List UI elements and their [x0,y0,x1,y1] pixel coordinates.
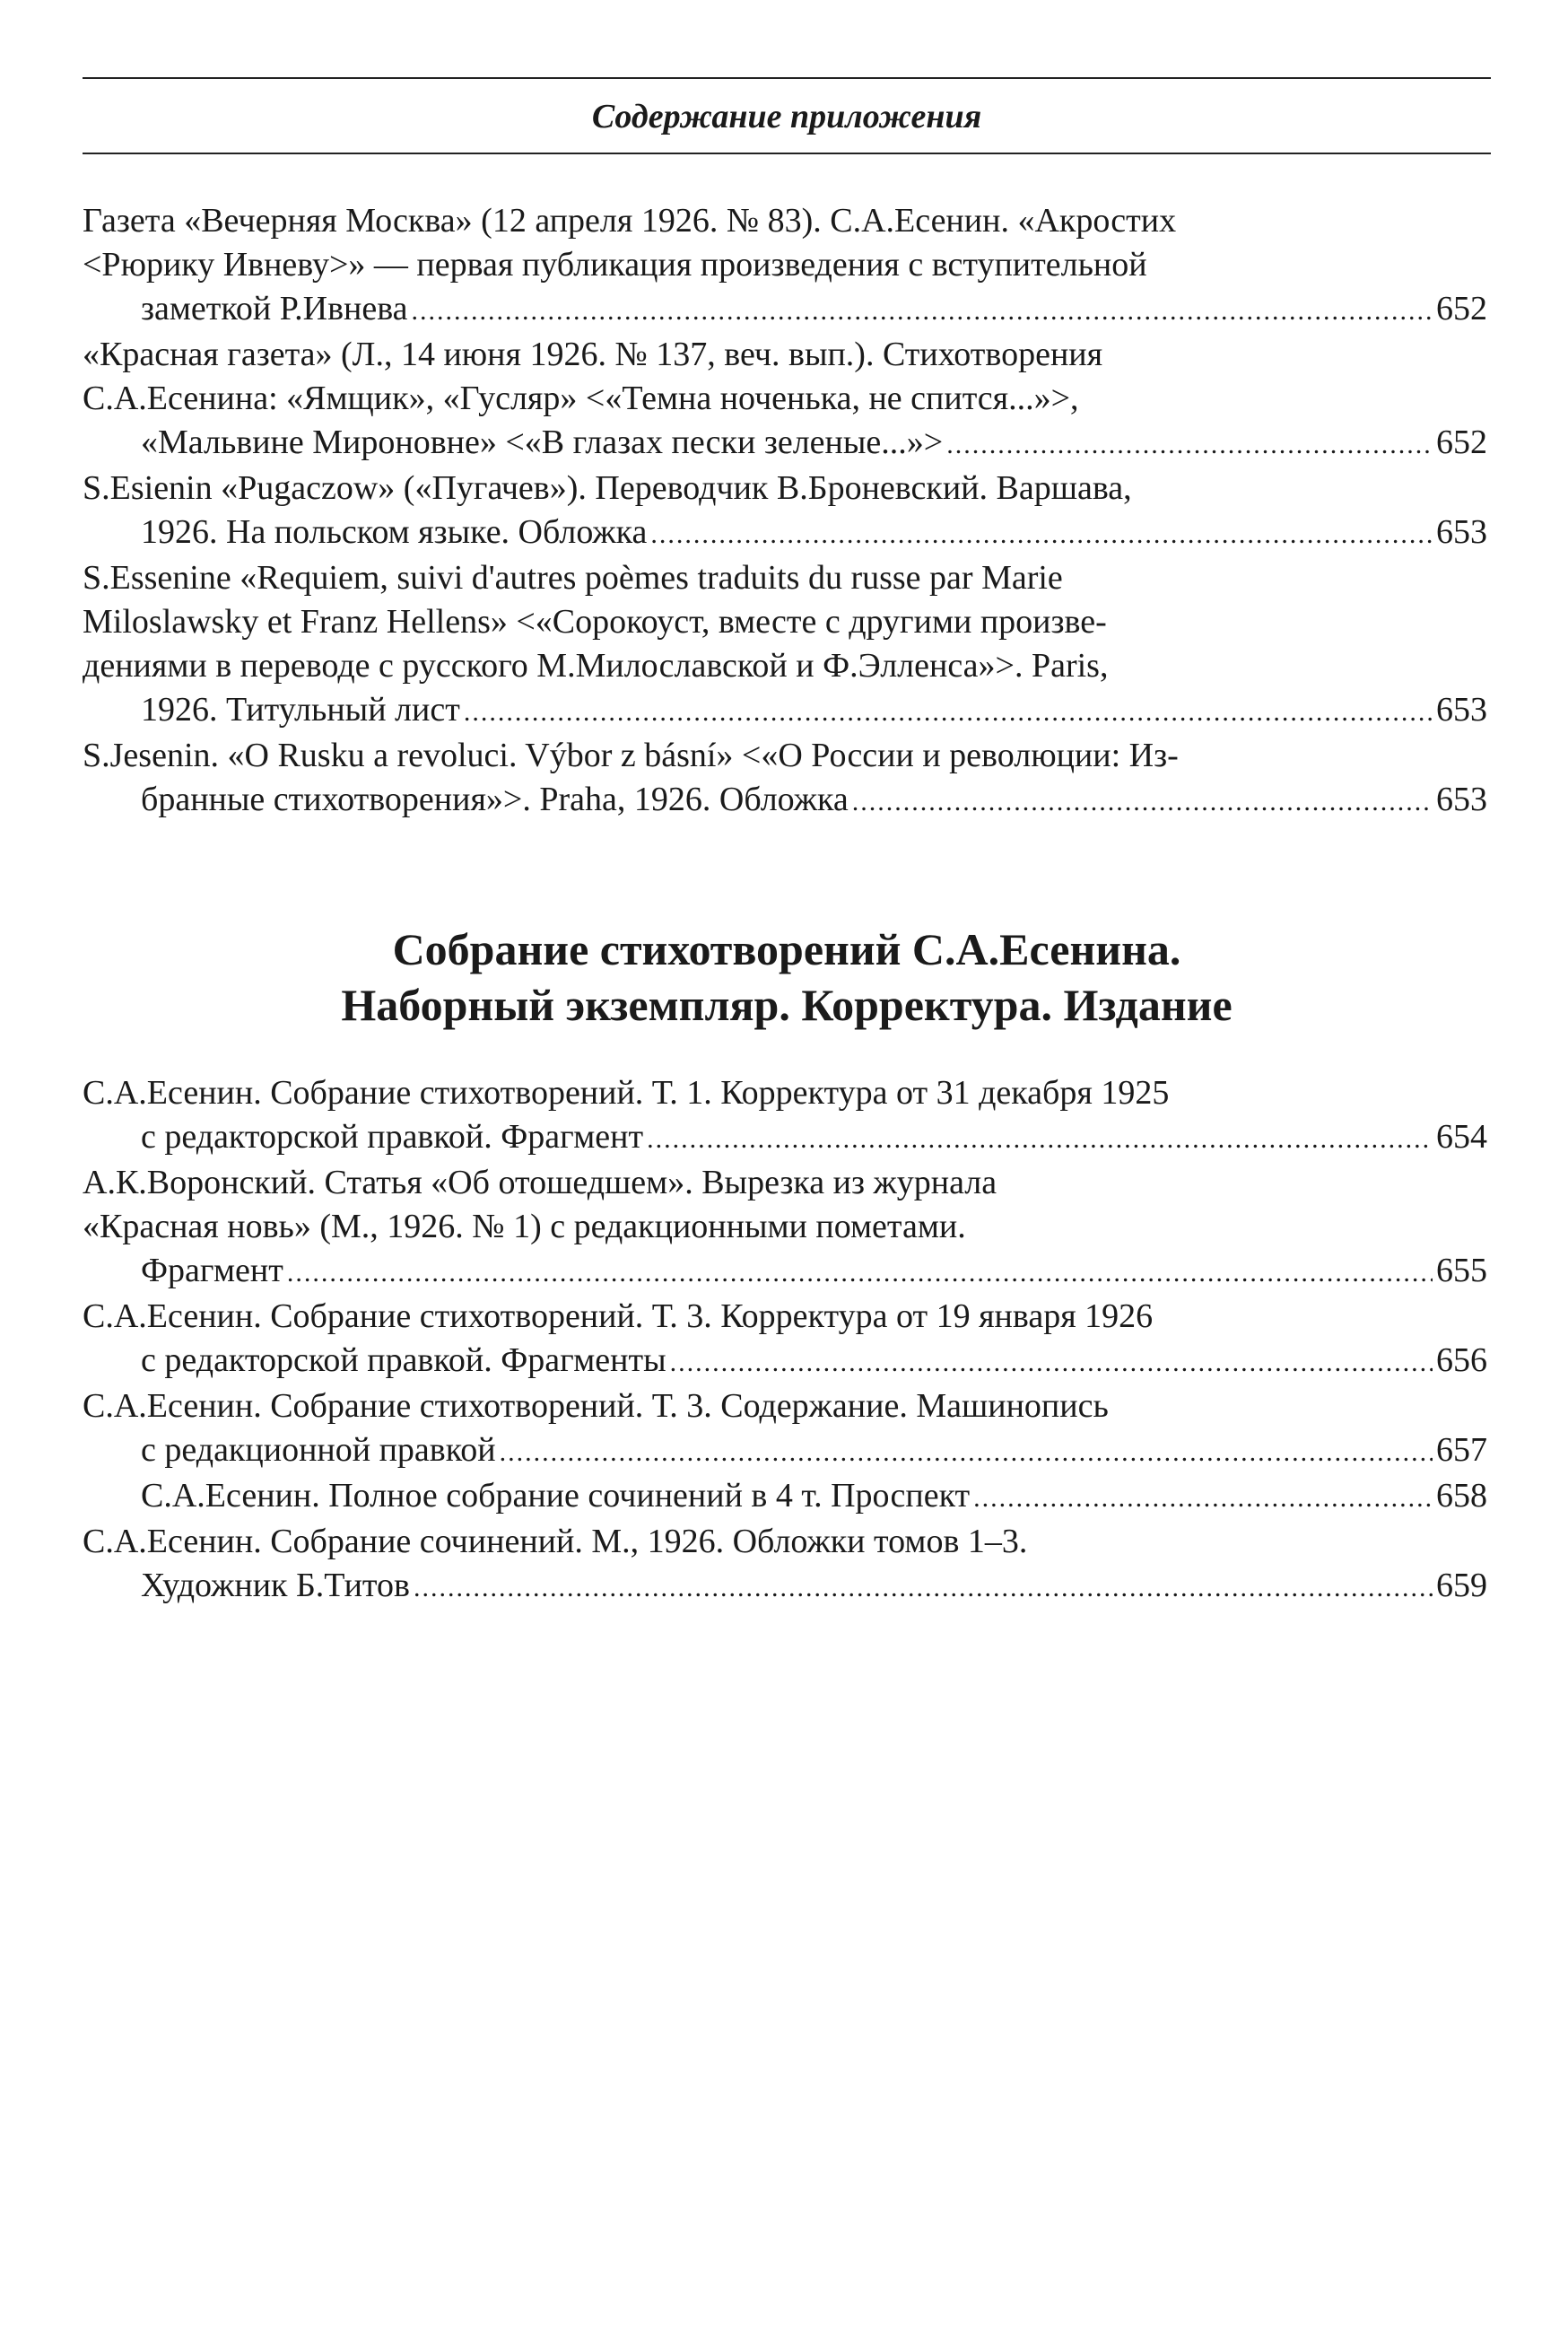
toc-entry [83,1071,1487,1161]
section-title [83,921,1491,1033]
toc-entry-line: А.К.Воронский. Статья «Об отошедшем». Вырезка из журнала [83,1164,997,1201]
toc-entry [83,556,1487,734]
toc-entry-last-line [141,1428,1487,1474]
dot-leader [852,778,1433,824]
toc-entry-line: С.А.Есенин. Собрание сочинений. М., 1926. Обложки томов 1–3. [83,1523,1028,1560]
toc-entry-line: С.А.Есенина: «Ямщик», «Гусляр» <«Темна ноченька, не спится...»>, [83,380,1079,417]
section-title-line-1: Собрание стихотворений С.А.Есенина. [392,924,1181,974]
section-title-line-2: Наборный экземпляр. Корректура. Издание [341,980,1233,1030]
toc-section-1 [83,199,1487,824]
toc-entry [83,333,1487,467]
toc-entry-line: дениями в переводе с русского М.Милославской и Ф.Элленса»>. Paris, [83,647,1109,685]
toc-entry-line: «Красная новь» (М., 1926. № 1) с редакционными пометами. [83,1208,966,1245]
dot-leader [500,1428,1433,1474]
toc-entry-last-line [141,688,1487,734]
toc-entry-text: 1926. Титульный лист [141,691,460,729]
header-rule [83,153,1491,154]
toc-entry-line: <Рюрику Ивневу>» — первая публикация произведения с вступительной [83,246,1147,284]
dot-leader [647,1115,1433,1161]
toc-entry [83,199,1487,333]
top-rule [83,77,1491,79]
page-number: 654 [1436,1118,1487,1156]
toc-entry-line: С.А.Есенин. Собрание стихотворений. Т. 3. Содержание. Машинопись [83,1387,1109,1425]
dot-leader [650,511,1433,556]
dot-leader [946,421,1433,467]
toc-entry [83,1474,1487,1520]
page-number: 653 [1436,513,1487,551]
toc-section-2 [83,1071,1487,1610]
dot-leader [412,287,1433,333]
toc-entry-last-line [141,421,1487,467]
toc-entry-text: «Мальвине Мироновне» <«В глазах пески зеленые...»> [141,423,944,461]
toc-entry-last-line [141,511,1487,556]
toc-entry-text: с редакторской правкой. Фрагмент [141,1118,644,1156]
toc-entry-text: С.А.Есенин. Полное собрание сочинений в 4 т. Проспект [141,1477,971,1515]
page-number: 653 [1436,781,1487,818]
toc-entry-line: С.А.Есенин. Собрание стихотворений. Т. 3. Корректура от 19 января 1926 [83,1297,1154,1335]
dot-leader [670,1339,1433,1384]
toc-entry-last-line [141,1115,1487,1161]
page-number: 658 [1436,1477,1487,1515]
running-head: Содержание приложения [591,98,982,135]
page-number: 655 [1436,1252,1487,1289]
toc-entry-line: Газета «Вечерняя Москва» (12 апреля 1926. № 83). С.А.Есенин. «Акростих [83,202,1177,240]
page-number: 652 [1436,423,1487,461]
page-number: 657 [1436,1431,1487,1469]
toc-entry [83,734,1487,824]
toc-entry [83,467,1487,556]
toc-entry [83,1384,1487,1474]
toc-entry-last-line [141,287,1487,333]
toc-entry-last-line [141,1339,1487,1384]
page-number: 653 [1436,691,1487,729]
toc-entry-line: S.Essenine «Requiem, suivi d'autres poèmes traduits du russe par Marie [83,559,1063,597]
toc-entry-line: С.А.Есенин. Собрание стихотворений. Т. 1. Корректура от 31 декабря 1925 [83,1074,1170,1112]
toc-entry-text: Фрагмент [141,1252,283,1289]
toc-entry [83,1520,1487,1610]
toc-entry [83,1161,1487,1295]
toc-entry-last-line [141,1474,1487,1520]
toc-entry-line: S.Esienin «Pugaczow» («Пугачев»). Переводчик В.Броневский. Варшава, [83,469,1132,507]
toc-entry-line: «Красная газета» (Л., 14 июня 1926. № 137, веч. вып.). Стихотворения [83,336,1103,373]
toc-entry-text: Художник Б.Титов [141,1567,410,1604]
toc-entry-line: S.Jesenin. «O Rusku a revoluci. Výbor z básní» <«О России и революции: Из- [83,737,1179,774]
dot-leader [287,1249,1433,1295]
toc-entry-last-line [141,778,1487,824]
toc-entry-text: с редакторской правкой. Фрагменты [141,1341,666,1379]
toc-entry-text: заметкой Р.Ивнева [141,290,408,327]
page-number: 652 [1436,290,1487,327]
dot-leader [464,688,1433,734]
dot-leader [414,1564,1433,1610]
toc-entry-text: 1926. На польском языке. Обложка [141,513,648,551]
toc-entry-text: с редакционной правкой [141,1431,496,1469]
toc-entry-last-line [141,1564,1487,1610]
toc-entry-last-line [141,1249,1487,1295]
toc-entry-text: бранные стихотворения»>. Praha, 1926. Обложка [141,781,849,818]
toc-entry-line: Miloslawsky et Franz Hellens» <«Сорокоуст, вместе с другими произве- [83,603,1107,641]
page-number: 659 [1436,1567,1487,1604]
dot-leader [973,1474,1433,1520]
toc-entry [83,1295,1487,1384]
page-number: 656 [1436,1341,1487,1379]
